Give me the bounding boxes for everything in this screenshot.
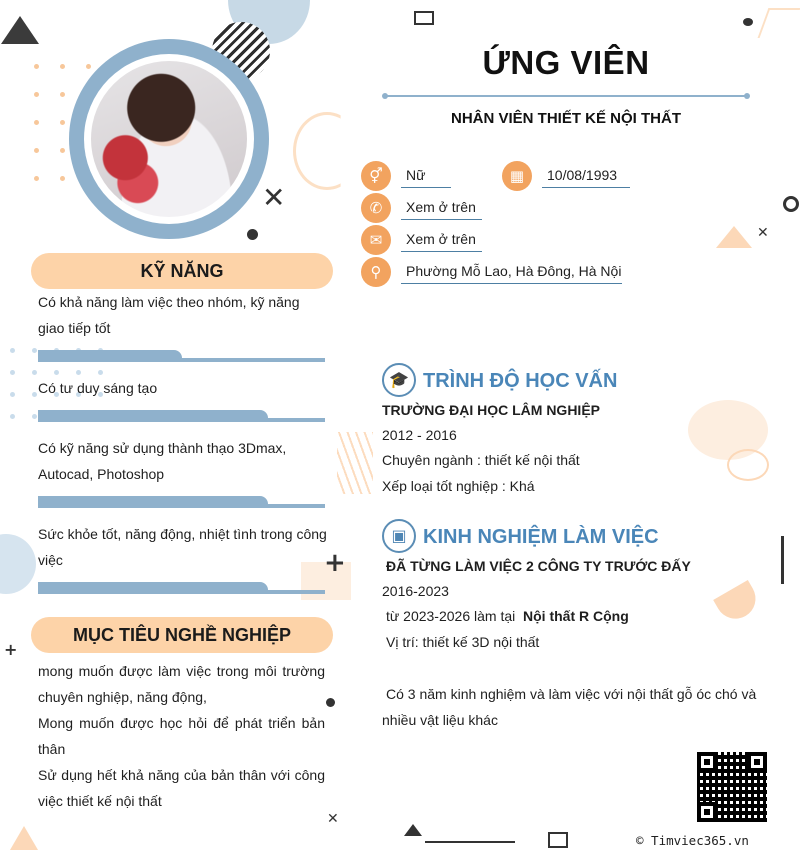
gender-value: Nữ bbox=[401, 163, 451, 188]
decor-dot bbox=[247, 229, 258, 240]
education-major: Chuyên ngành : thiết kế nội thất bbox=[382, 452, 580, 468]
page-title: ỨNG VIÊN bbox=[482, 44, 650, 81]
skill-level-track bbox=[38, 504, 325, 508]
decor-triangle-outline bbox=[10, 826, 38, 850]
education-years: 2012 - 2016 bbox=[382, 427, 457, 443]
experience-title: KINH NGHIỆM LÀM VIỆC bbox=[423, 526, 659, 548]
graduation-cap-icon: 🎓 bbox=[382, 363, 416, 397]
current-job bbox=[386, 604, 629, 630]
gender-icon: ⚥ bbox=[361, 161, 391, 191]
decor-orange-half bbox=[713, 580, 763, 626]
briefcase-icon: ▣ bbox=[382, 519, 416, 553]
decor-square bbox=[548, 832, 568, 848]
experience-summary: Có 3 năm kinh nghiệm và làm việc với nội thất gỗ óc chó và nhiều vật liệu khác bbox=[382, 686, 757, 728]
decor-orange-outline-circle bbox=[293, 112, 361, 190]
skill-level-track bbox=[38, 590, 325, 594]
objective-line: mong muốn được làm việc trong môi trường chuyên nghiệp, năng động, bbox=[38, 663, 325, 705]
decor-dot bbox=[326, 698, 335, 707]
decor-x: ✕ bbox=[327, 811, 339, 827]
skill-item: Có kỹ năng sử dụng thành thạo 3Dmax, Autocad, Photoshop bbox=[38, 440, 287, 482]
decor-plus: + bbox=[324, 548, 346, 578]
avatar bbox=[91, 61, 247, 217]
phone-icon: ✆ bbox=[361, 193, 391, 223]
phone-value: Xem ở trên bbox=[401, 195, 482, 220]
skill-level-track bbox=[38, 358, 325, 362]
decor-dot bbox=[743, 18, 753, 26]
decor-x: ✕ bbox=[757, 225, 769, 241]
job-title: NHÂN VIÊN THIẾT KẾ NỘI THẤT bbox=[450, 110, 681, 127]
email-value: Xem ở trên bbox=[401, 227, 482, 252]
decor-vertical-bar bbox=[781, 536, 784, 584]
skills-title: KỸ NĂNG bbox=[31, 253, 333, 289]
experience-heading: ĐÃ TỪNG LÀM VIỆC 2 CÔNG TY TRƯỚC ĐẤY bbox=[386, 558, 691, 574]
decor-line bbox=[425, 841, 515, 843]
objective-title: MỤC TIÊU NGHỀ NGHIỆP bbox=[31, 617, 333, 653]
education-grade: Xếp loại tốt nghiệp : Khá bbox=[382, 478, 535, 494]
objective-line: Mong muốn được học hỏi để phát triển bản thân bbox=[38, 715, 325, 757]
decor-ring bbox=[783, 196, 799, 212]
decor-plus: + bbox=[4, 640, 18, 659]
decor-triangle-peach bbox=[716, 226, 752, 248]
email-icon: ✉ bbox=[361, 225, 391, 255]
decor-half-circle-blue bbox=[0, 534, 36, 594]
objective-line: Sử dụng hết khả năng của bản thân với công việc thiết kế nội thất bbox=[38, 767, 325, 809]
job-position: Vị trí: thiết kế 3D nội thất bbox=[386, 634, 540, 650]
decor-x: ✕ bbox=[262, 181, 286, 214]
birthdate-value: 10/08/1993 bbox=[542, 163, 630, 188]
footer-brand: © Timviec365.vn bbox=[636, 833, 749, 848]
decor-triangle-outline bbox=[758, 8, 800, 38]
decor-square bbox=[414, 11, 434, 25]
skill-level-track bbox=[38, 418, 325, 422]
decor-waves bbox=[337, 432, 373, 494]
decor-orange-ring bbox=[727, 449, 769, 481]
title-divider bbox=[384, 95, 748, 97]
school-name: TRƯỜNG ĐẠI HỌC LÂM NGHIỆP bbox=[382, 402, 600, 418]
address-value: Phường Mỗ Lao, Hà Đông, Hà Nội bbox=[401, 259, 622, 284]
current-company: Nội thất R Cộng bbox=[523, 608, 629, 624]
qr-code bbox=[697, 752, 767, 822]
current-job-prefix: từ 2023-2026 làm tại bbox=[386, 608, 516, 624]
decor-triangle bbox=[404, 824, 422, 836]
location-pin-icon: ⚲ bbox=[361, 257, 391, 287]
skill-item: Có khả năng làm việc theo nhóm, kỹ năng giao tiếp tốt bbox=[38, 294, 300, 336]
education-title: TRÌNH ĐỘ HỌC VẤN bbox=[423, 370, 618, 392]
decor-triangle bbox=[1, 16, 39, 44]
skill-item: Sức khỏe tốt, năng động, nhiệt tình trong công việc bbox=[38, 526, 327, 568]
skill-item: Có tư duy sáng tạo bbox=[38, 380, 158, 396]
calendar-icon: ▦ bbox=[502, 161, 532, 191]
experience-years: 2016-2023 bbox=[382, 583, 449, 599]
